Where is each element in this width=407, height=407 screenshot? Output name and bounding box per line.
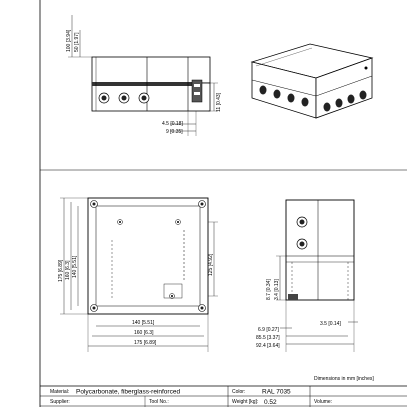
material-value: Polycarbonate, fiberglass-reinforced — [76, 388, 181, 396]
knockout-hole — [336, 99, 343, 108]
dim-front-width-140: 140 [5.51] — [132, 320, 155, 326]
knockout-hole — [260, 86, 267, 95]
dim-end-3-4: 3.4 [0.13] — [274, 279, 280, 300]
color-label: Color: — [232, 389, 246, 395]
dim-front-140: 140 [5.51] — [72, 255, 78, 278]
dim-end-3-5: 3.5 [0.14] — [320, 321, 341, 327]
dim-end-8-7: 8.7 [0.34] — [266, 279, 272, 300]
dim-depth-9: 9 [0.35] — [166, 129, 183, 135]
knockout-hole — [302, 98, 309, 107]
side-view-hinge — [192, 80, 202, 102]
side-view-lid — [92, 57, 210, 83]
units-note: Dimensions in mm [inches] — [314, 376, 374, 382]
knockout-hole — [360, 91, 367, 100]
front-view — [58, 198, 218, 352]
color-value: RAL 7035 — [262, 388, 291, 396]
dim-height-50: 50 [1.97] — [74, 32, 80, 52]
dim-end-92-4: 92.4 [3.64] — [256, 343, 280, 349]
volume-label: Volume: — [314, 399, 333, 405]
dim-front-125: 125 [4.92] — [208, 253, 214, 276]
dim-end-85-5: 85.5 [3.37] — [256, 335, 280, 341]
knockout-hole — [288, 94, 295, 103]
dim-front-160: 160 [6.3] — [65, 260, 71, 280]
knockout-hole — [324, 103, 331, 112]
knockout-hole — [274, 90, 281, 99]
material-label: Material: — [50, 389, 70, 395]
dim-front-width-160: 160 [6.3] — [134, 330, 154, 336]
dim-front-175: 175 [6.89] — [58, 259, 64, 282]
tool-number-label: Tool No.: — [149, 399, 169, 405]
dim-height-11: 11 [0.43] — [216, 92, 222, 112]
dim-end-6-9: 6.9 [0.27] — [258, 327, 279, 333]
knockout-hole — [348, 95, 355, 104]
title-block — [40, 386, 407, 407]
dim-front-width-175: 175 [6.89] — [134, 340, 157, 346]
isometric-view — [252, 44, 372, 118]
end-view — [256, 200, 358, 352]
dim-depth-4-5: 4.5 [0.18] — [162, 121, 183, 127]
weight-value: 0.52 — [264, 399, 277, 406]
weight-label: Weight [kg]: — [232, 399, 259, 405]
end-view-outline — [286, 200, 354, 300]
dim-height-100: 100 [3.94] — [66, 29, 72, 52]
side-view-seam — [92, 82, 192, 86]
supplier-label: Supplier: — [50, 399, 70, 405]
side-view — [66, 15, 222, 136]
